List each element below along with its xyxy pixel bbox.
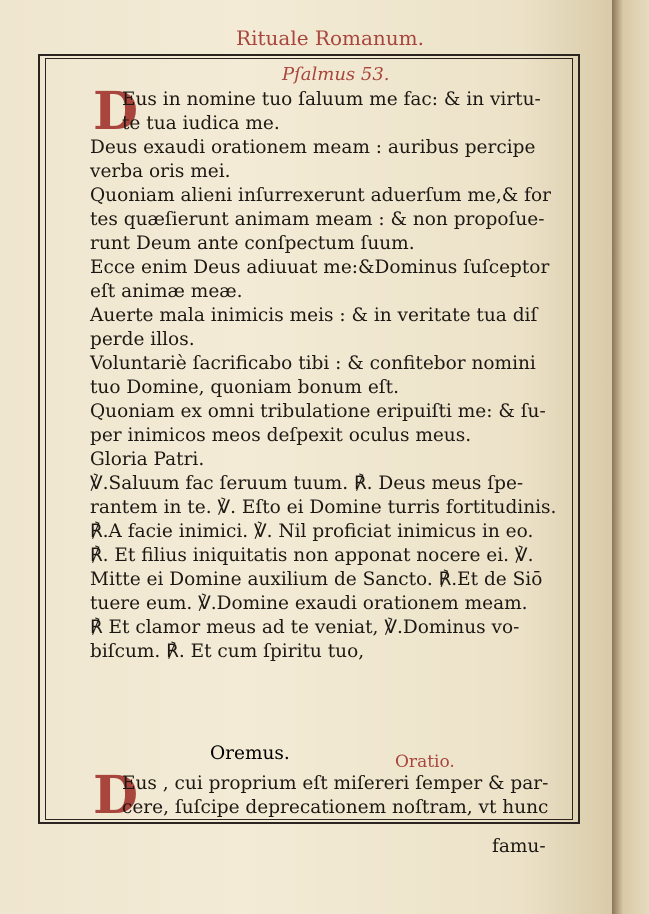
text-line: ℟. Et filius iniquitatis non apponat nocere ei. ℣. — [90, 545, 534, 566]
drop-initial: D — [93, 81, 139, 142]
running-head: Rituale Romanum. — [236, 26, 424, 50]
prayer-line: cere, ſuſcipe deprecationem noſtram, vt hunc — [122, 797, 549, 818]
text-line: tuere eum. ℣.Domine exaudi orationem meam. — [90, 593, 528, 614]
text-line: Quoniam alieni inſurrexerunt aduerſum me,& for — [90, 185, 551, 206]
catchword: famu- — [492, 836, 546, 857]
text-line: runt Deum ante conſpectum ſuum. — [90, 233, 415, 254]
text-line: tuo Domine, quoniam bonum eſt. — [90, 377, 399, 398]
text-line: Gloria Patri. — [90, 449, 205, 470]
prayer-text — [90, 765, 576, 826]
text-line: perde illos. — [90, 329, 195, 350]
text-line: per inimicos meos deſpexit oculus meus. — [90, 425, 472, 446]
text-line: Mitte ei Domine auxilium de Sancto. ℟.Et de Siō — [90, 569, 543, 590]
text-line: ℟ Et clamor meus ad te veniat, ℣.Dominus vo- — [90, 617, 520, 638]
drop-initial-prayer: D — [93, 765, 139, 826]
psalm-text — [90, 81, 576, 664]
text-line: tes quæſierunt animam meam : & non propoſue- — [90, 209, 545, 230]
text-line: eſt animæ meæ. — [90, 281, 243, 302]
text-line: biſcum. ℟. Et cum ſpiritu tuo, — [90, 641, 365, 662]
text-line: verba oris mei. — [90, 161, 231, 182]
text-line: Voluntariè ſacrificabo tibi : & confitebor nomini — [90, 353, 536, 374]
psalm-title: Pſalmus 53. — [282, 64, 390, 85]
text-line: Quoniam ex omni tribulatione eripuiſti me: & ſu- — [90, 401, 546, 422]
text-line: ℟.A facie inimici. ℣. Nil proficiat inimicus in eo. — [90, 521, 534, 542]
text-line: ℣.Saluum fac ſeruum tuum. ℟. Deus meus ſpe- — [90, 473, 524, 494]
text-line: te tua iudica me. — [122, 113, 280, 134]
text-line: Ecce enim Deus adiuuat me:&Dominus ſuſceptor — [90, 257, 550, 278]
adjacent-page-edge — [612, 0, 649, 914]
prayer-line: Eus , cui proprium eſt miſereri ſemper & par- — [122, 773, 549, 794]
text-line: Auerte mala inimicis meis : & in veritate tua diſ — [90, 305, 538, 326]
oremus-heading: Oremus. — [210, 743, 290, 764]
text-line: Eus in nomine tuo ſaluum me fac: & in virtu- — [122, 89, 541, 110]
text-line: Deus exaudi orationem meam : auribus percipe — [90, 137, 536, 158]
text-line: rantem in te. ℣. Eſto ei Domine turris fortitudinis. — [90, 497, 557, 518]
oratio-heading: Oratio. — [395, 752, 455, 772]
